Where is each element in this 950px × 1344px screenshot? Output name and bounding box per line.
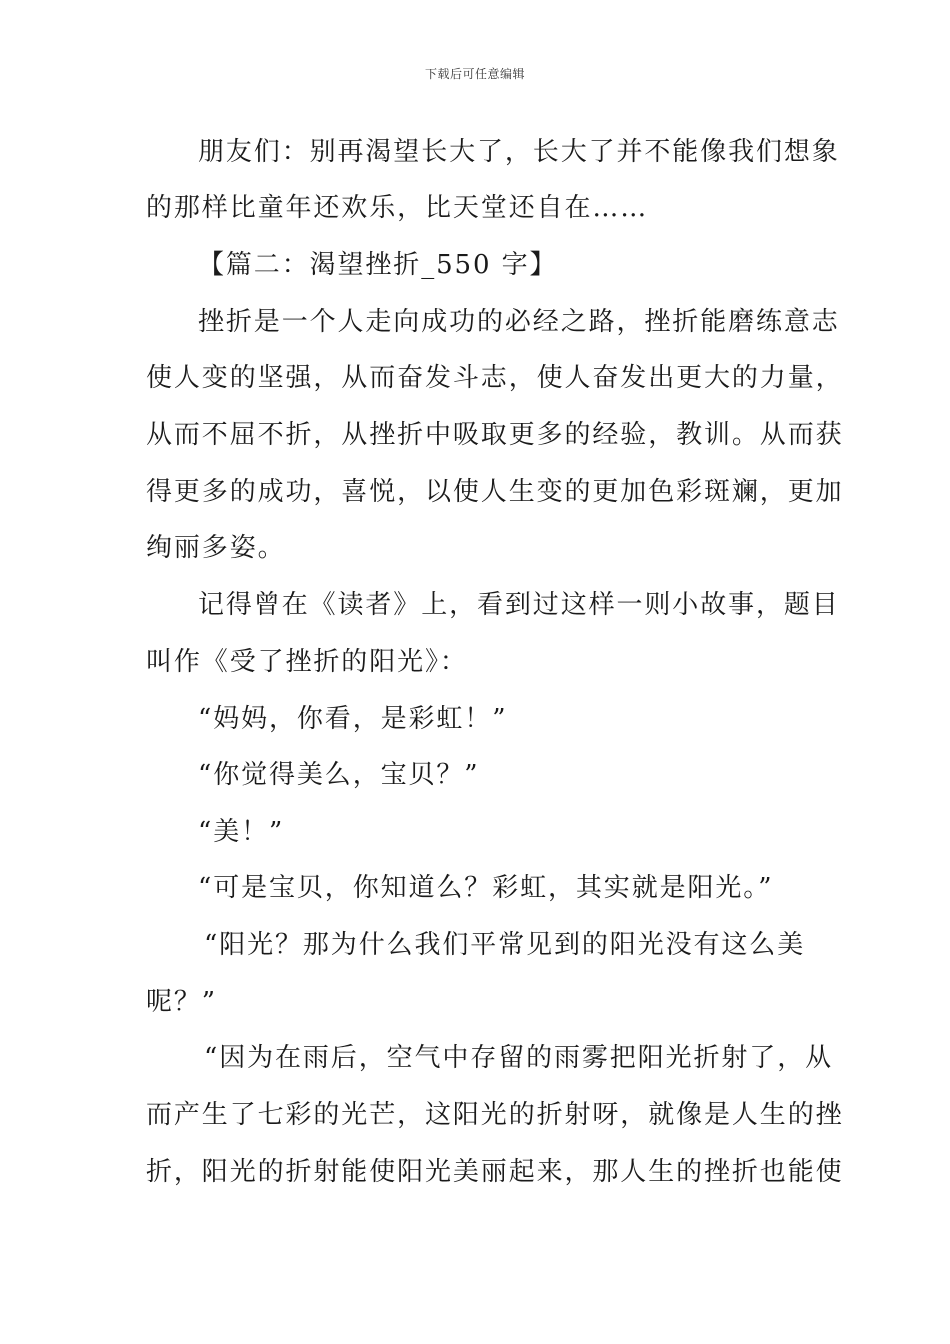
dialogue-line: 而产生了七彩的光芒，这阳光的折射呀，就像是人生的挫 — [146, 1100, 844, 1130]
body-line: 从而不屈不折，从挫折中吸取更多的经验，教训。从而获 — [146, 420, 844, 450]
dialogue-line: 呢？” — [146, 987, 217, 1017]
body-line: 的那样比童年还欢乐，比天堂还自在…… — [146, 193, 649, 223]
body-line: 挫折是一个人走向成功的必经之路，挫折能磨练意志 — [198, 307, 840, 337]
page-header: 下载后可任意编辑 — [424, 67, 525, 81]
dialogue-line: “美！” — [198, 817, 285, 847]
section-heading: 【篇二：渴望挫折_550 字】 — [198, 250, 558, 280]
dialogue-line: “因为在雨后，空气中存留的雨雾把阳光折射了，从 — [204, 1043, 833, 1073]
dialogue-line: “你觉得美么，宝贝？” — [198, 760, 480, 790]
body-line: 使人变的坚强，从而奋发斗志，使人奋发出更大的力量， — [146, 363, 844, 393]
dialogue-line: “妈妈，你看，是彩虹！” — [198, 704, 508, 734]
dialogue-line: “阳光？那为什么我们平常见到的阳光没有这么美 — [204, 930, 806, 960]
body-line: 绚丽多姿。 — [146, 533, 286, 563]
body-line: 得更多的成功，喜悦，以使人生变的更加色彩斑斓，更加 — [146, 477, 844, 507]
body-line: 叫作《受了挫折的阳光》： — [146, 647, 468, 677]
body-line: 朋友们：别再渴望长大了，长大了并不能像我们想象 — [198, 137, 840, 167]
dialogue-line: 折，阳光的折射能使阳光美丽起来，那人生的挫折也能使 — [146, 1157, 844, 1187]
dialogue-line: “可是宝贝，你知道么？彩虹，其实就是阳光。” — [198, 873, 774, 903]
body-line: 记得曾在《读者》上，看到过这样一则小故事，题目 — [198, 590, 840, 620]
